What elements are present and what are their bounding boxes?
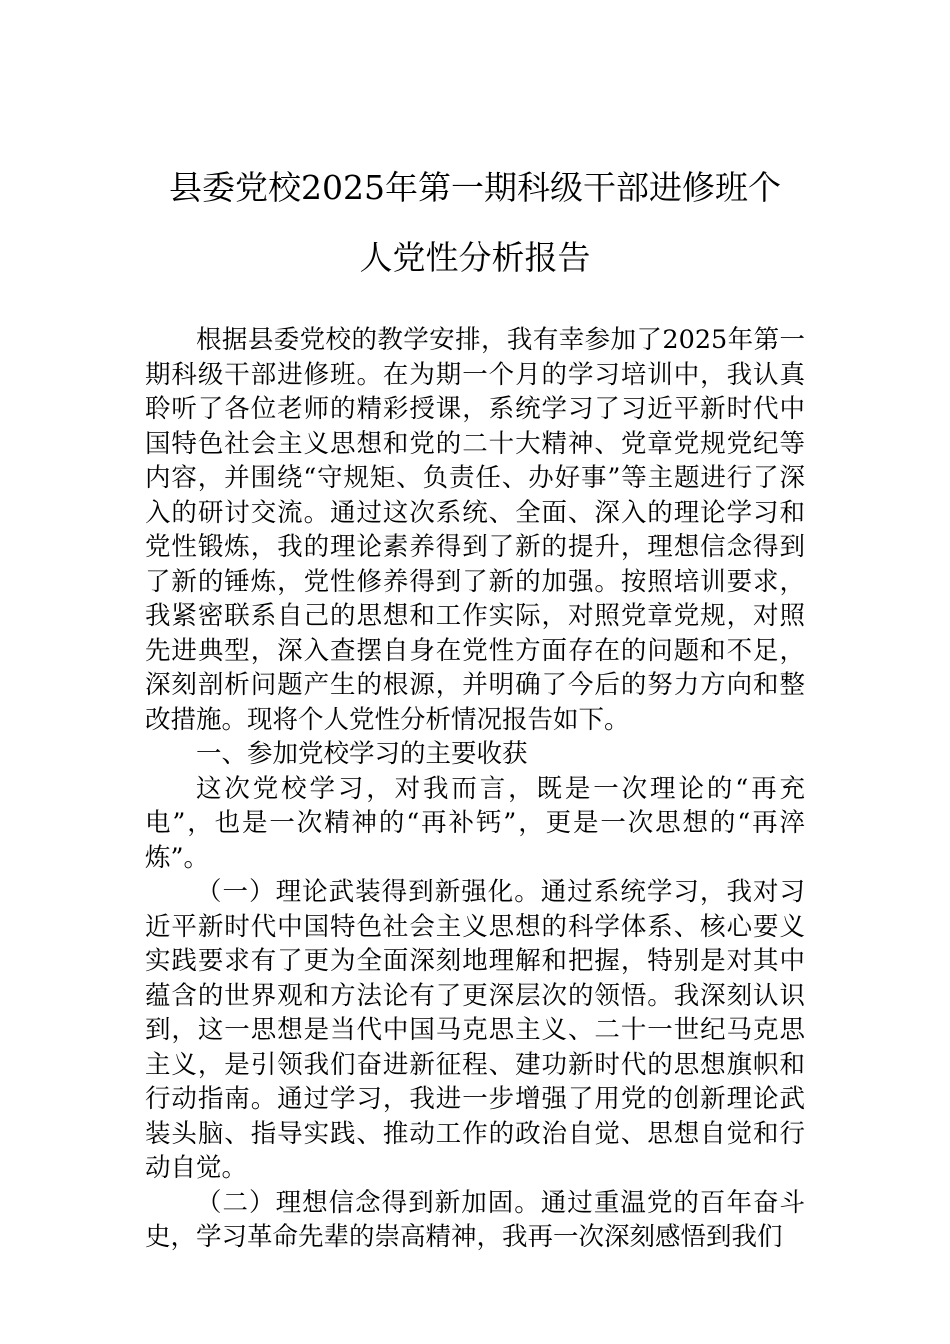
document-body	[145, 323, 805, 1255]
paragraph-subsection-1: （一）理论武装得到新强化。通过系统学习，我对习近平新时代中国特色社会主义思想的科学体系、核心要义实践要求有了更为全面深刻地理解和把握，特别是对其中蕴含的世界观和方法论有了更深层次的领悟。我深刻认识到，这一思想是当代中国马克思主义、二十一世纪马克思主义，是引领我们奋进新征程、建功新时代的思想旗帜和行动指南。通过学习，我进一步增强了用党的创新理论武装头脑、指导实践、推动工作的政治自觉、思想自觉和行动自觉。	[145, 877, 805, 1183]
paragraph-intro: 根据县委党校的教学安排，我有幸参加了2025年第一期科级干部进修班。在为期一个月的学习培训中，我认真聆听了各位老师的精彩授课，系统学习了习近平新时代中国特色社会主义思想和党的二十大精神、党章党规党纪等内容，并围绕“守规矩、负责任、办好事”等主题进行了深入的研讨交流。通过这次系统、全面、深入的理论学习和党性锻炼，我的理论素养得到了新的提升，理想信念得到了新的锤炼，党性修养得到了新的加强。按照培训要求，我紧密联系自己的思想和工作实际，对照党章党规，对照先进典型，深入查摆自身在党性方面存在的问题和不足，深刻剖析问题产生的根源，并明确了今后的努力方向和整改措施。现将个人党性分析情况报告如下。	[145, 325, 805, 735]
document-title-line-1: 县委党校2025年第一期科级干部进修班个	[169, 168, 781, 207]
section-heading-1: 一、参加党校学习的主要收获	[196, 739, 528, 769]
document-title-line-2: 人党性分析报告	[359, 238, 591, 277]
paragraph-section-1-intro: 这次党校学习，对我而言，既是一次理论的“再充电”，也是一次精神的“再补钙”，更是一次思想的“再淬炼”。	[145, 773, 805, 873]
paragraph-subsection-2: （二）理想信念得到新加固。通过重温党的百年奋斗史，学习革命先辈的崇高精神，我再一次深刻感悟到我们	[145, 1187, 805, 1252]
